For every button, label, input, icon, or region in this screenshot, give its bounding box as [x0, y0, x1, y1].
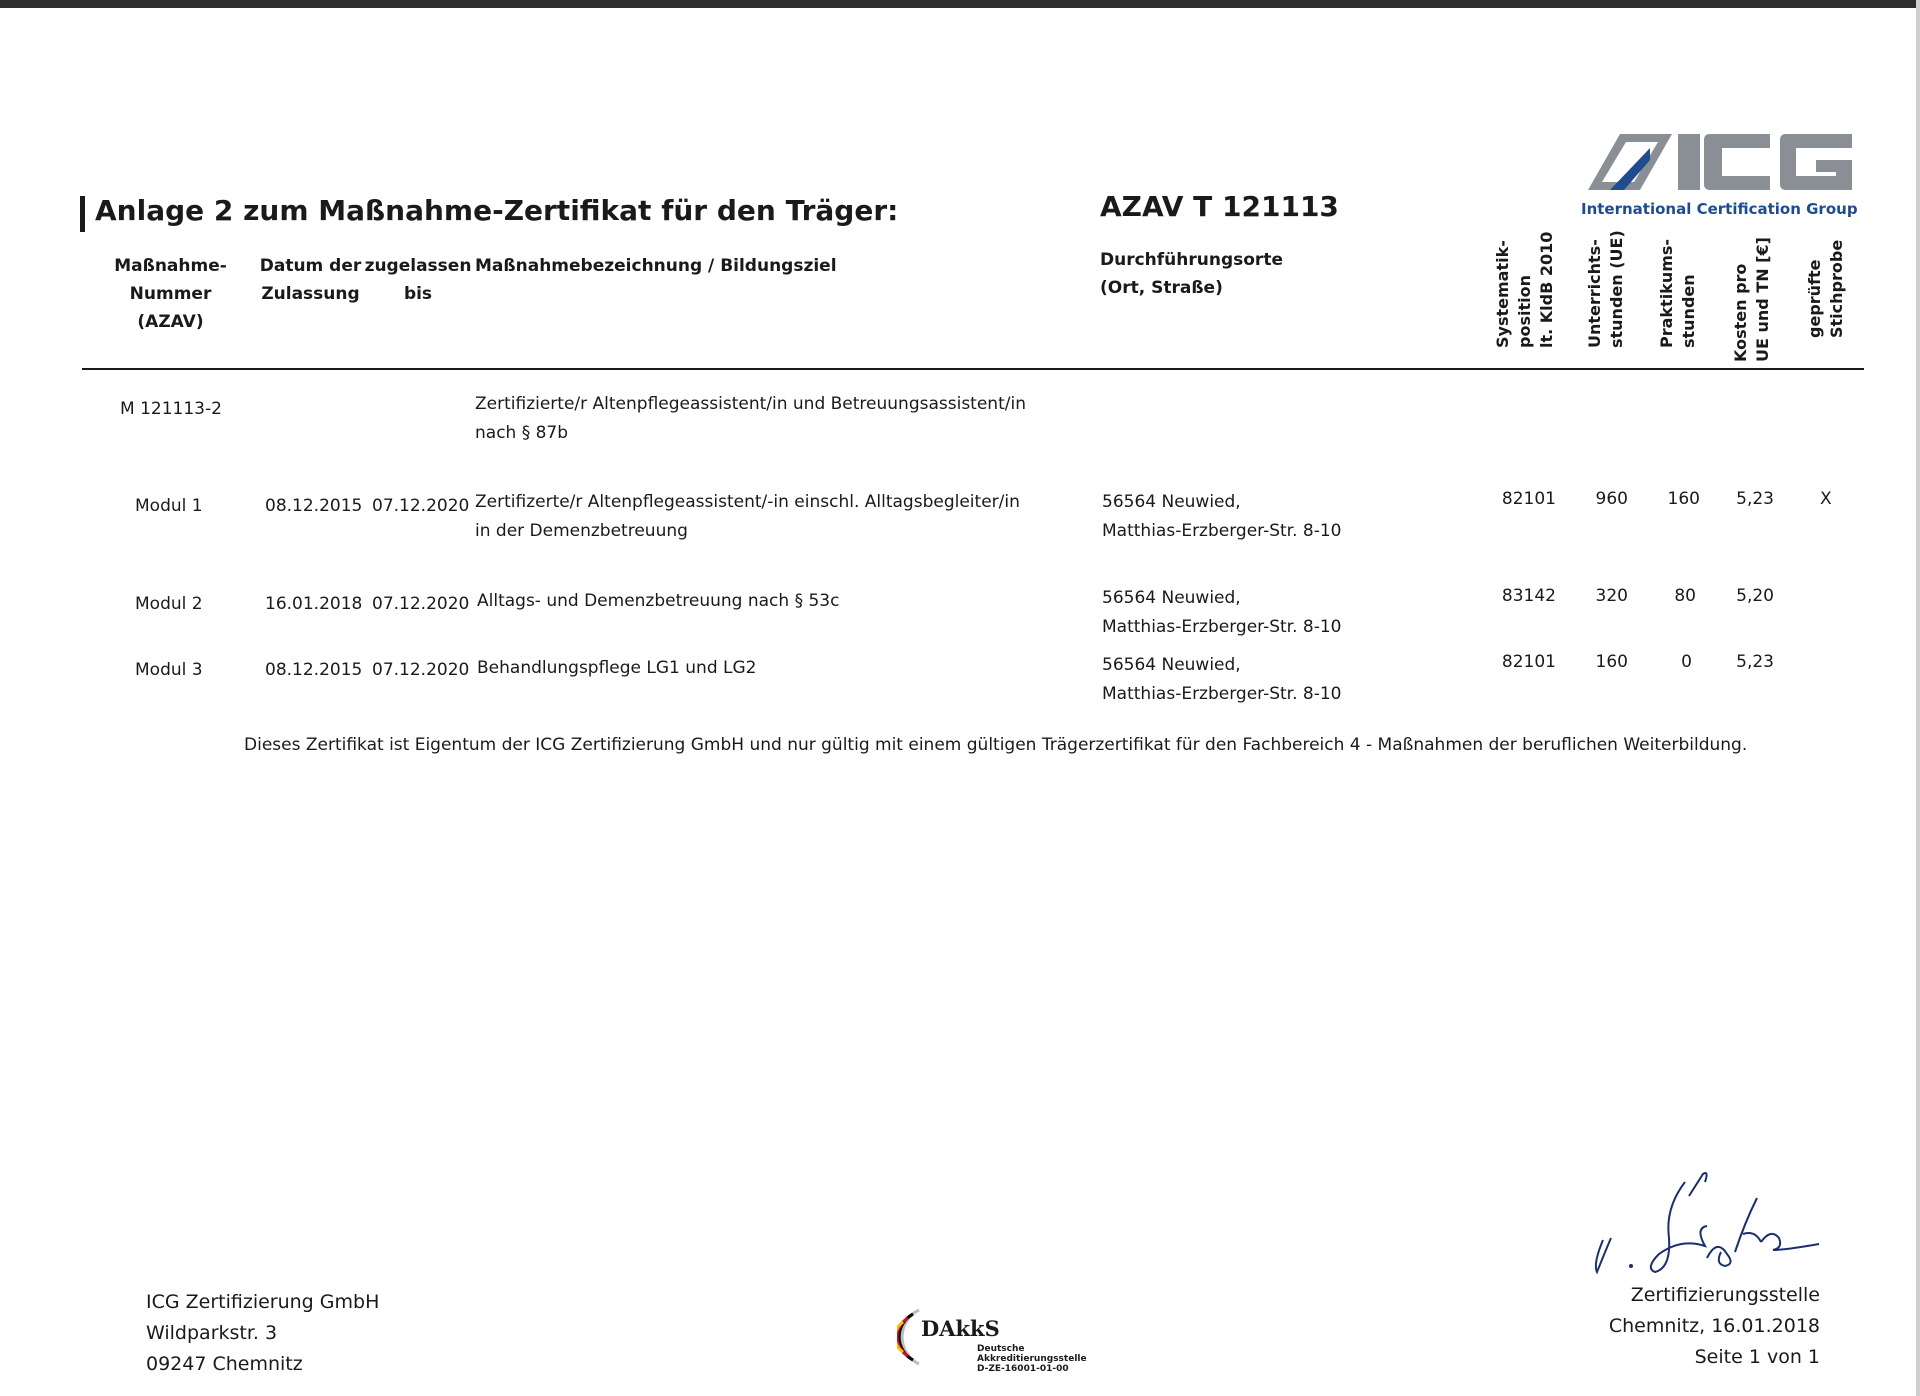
col-header-hours-line: stunden (UE) — [1607, 230, 1626, 348]
module-number: Modul 2 — [135, 594, 203, 614]
logo-subtitle: International Certification Group — [1581, 200, 1858, 218]
module-systematic: 82101 — [1501, 652, 1556, 672]
measure-title-line: nach § 87b — [475, 423, 569, 443]
title-marker — [80, 196, 85, 232]
certificate-number: AZAV T 121113 — [1100, 190, 1339, 223]
address-line: Wildparkstr. 3 — [146, 1322, 278, 1344]
module-location-line: 56564 Neuwied, — [1102, 588, 1241, 608]
module-costs: 5,20 — [1736, 586, 1774, 606]
module-checked: X — [1820, 489, 1832, 509]
col-header-systematic-line: position — [1515, 275, 1534, 348]
address-line: 09247 Chemnitz — [146, 1353, 303, 1375]
col-header-costs — [1730, 237, 1774, 362]
dakks-text-line: Akkreditierungsstelle — [977, 1354, 1087, 1364]
module-location — [1102, 584, 1341, 642]
col-header-systematic-line: Systematik- — [1493, 240, 1512, 348]
module-hours: 960 — [1595, 489, 1628, 509]
col-header-date — [258, 252, 363, 308]
col-header-hours — [1584, 230, 1628, 348]
col-header-valid-line: zugelassen — [364, 256, 472, 276]
header-rule — [82, 368, 1864, 370]
module-date: 08.12.2015 — [265, 496, 363, 516]
module-date: 16.01.2018 — [265, 594, 363, 614]
signature-line: Chemnitz, 16.01.2018 — [1608, 1315, 1820, 1337]
module-title-line: Alltags- und Demenzbetreuung nach § 53c — [477, 591, 840, 611]
col-header-practical — [1656, 239, 1700, 348]
module-number: Modul 1 — [135, 496, 203, 516]
certification-office-block — [1540, 1280, 1820, 1373]
signature-line: Zertifizierungsstelle — [1630, 1284, 1820, 1306]
col-header-practical-line: stunden — [1679, 274, 1698, 348]
module-until: 07.12.2020 — [372, 496, 470, 516]
module-title-line: Behandlungspflege LG1 und LG2 — [477, 658, 757, 678]
module-location-line: Matthias-Erzberger-Str. 8-10 — [1102, 684, 1342, 704]
dakks-text — [977, 1344, 1087, 1374]
dakks-text-line: D-ZE-16001-01-00 — [977, 1364, 1069, 1374]
col-header-hours-line: Unterrichts- — [1585, 239, 1604, 348]
scan-top-border — [0, 0, 1920, 8]
col-header-location-line: (Ort, Straße) — [1100, 278, 1223, 298]
col-header-location — [1100, 246, 1283, 302]
scan-right-border — [1916, 0, 1920, 1396]
module-location-line: Matthias-Erzberger-Str. 8-10 — [1102, 617, 1342, 637]
col-header-systematic — [1492, 232, 1558, 348]
col-header-number — [98, 252, 243, 336]
measure-number: M 121113-2 — [120, 399, 222, 419]
col-header-valid-until — [364, 252, 472, 308]
ownership-note: Dieses Zertifikat ist Eigentum der ICG Zertifizierung GmbH und nur gültig mit einem gültigen Trägerzertifikat für den Fachbereich 4 - Maßnahmen der beruflichen Weiterbildung. — [244, 735, 1748, 755]
dakks-logo — [897, 1300, 1087, 1380]
module-practical: 160 — [1667, 489, 1700, 509]
module-title — [477, 587, 839, 616]
col-header-valid-line: bis — [403, 284, 433, 304]
address-line: ICG Zertifizierung GmbH — [146, 1291, 380, 1313]
module-until: 07.12.2020 — [372, 660, 470, 680]
module-number: Modul 3 — [135, 660, 203, 680]
col-header-costs-line: Kosten pro — [1731, 263, 1750, 362]
col-header-date-line: Datum der — [259, 256, 362, 276]
module-systematic: 82101 — [1501, 489, 1556, 509]
handwritten-signature — [1585, 1168, 1825, 1278]
col-header-number-line: Nummer — [129, 284, 212, 304]
module-location-line: 56564 Neuwied, — [1102, 492, 1241, 512]
module-title-line: in der Demenzbetreuung — [475, 521, 688, 541]
col-header-checked-line: Stichprobe — [1827, 239, 1846, 338]
measure-title-line: Zertifizierte/r Altenpflegeassistent/in und Betreuungsassistent/in — [475, 394, 1026, 414]
module-practical: 0 — [1681, 652, 1692, 672]
col-header-location-line: Durchführungsorte — [1100, 250, 1283, 270]
module-location-line: Matthias-Erzberger-Str. 8-10 — [1102, 521, 1342, 541]
module-location-line: 56564 Neuwied, — [1102, 655, 1241, 675]
dakks-name: DAkkS — [921, 1316, 1000, 1341]
module-practical: 80 — [1674, 586, 1696, 606]
col-header-checked-line: geprüfte — [1805, 259, 1824, 338]
module-date: 08.12.2015 — [265, 660, 363, 680]
dakks-text-line: Deutsche — [977, 1344, 1025, 1354]
col-header-title: Maßnahmebezeichnung / Bildungsziel — [475, 256, 837, 276]
col-header-date-line: Zulassung — [261, 284, 360, 304]
module-hours: 160 — [1595, 652, 1628, 672]
col-header-costs-line: UE und TN [€] — [1753, 237, 1772, 362]
module-systematic: 83142 — [1501, 586, 1556, 606]
module-until: 07.12.2020 — [372, 594, 470, 614]
col-header-number-line: (AZAV) — [137, 312, 204, 332]
page-number: Seite 1 von 1 — [1694, 1346, 1820, 1368]
module-title-line: Zertifizerte/r Altenpflegeassistent/-in einschl. Alltagsbegleiter/in — [475, 492, 1020, 512]
page-title: Anlage 2 zum Maßnahme-Zertifikat für den Träger: — [95, 194, 899, 227]
issuer-address — [146, 1287, 379, 1380]
measure-title — [475, 390, 1026, 448]
module-hours: 320 — [1595, 586, 1628, 606]
module-title — [475, 488, 1020, 546]
col-header-practical-line: Praktikums- — [1657, 238, 1676, 348]
col-header-checked — [1804, 240, 1848, 338]
module-costs: 5,23 — [1736, 489, 1774, 509]
module-costs: 5,23 — [1736, 652, 1774, 672]
col-header-systematic-line: lt. KldB 2010 — [1537, 231, 1556, 348]
module-location — [1102, 488, 1341, 546]
module-title — [477, 654, 756, 683]
col-header-number-line: Maßnahme- — [114, 256, 227, 276]
module-location — [1102, 651, 1341, 709]
